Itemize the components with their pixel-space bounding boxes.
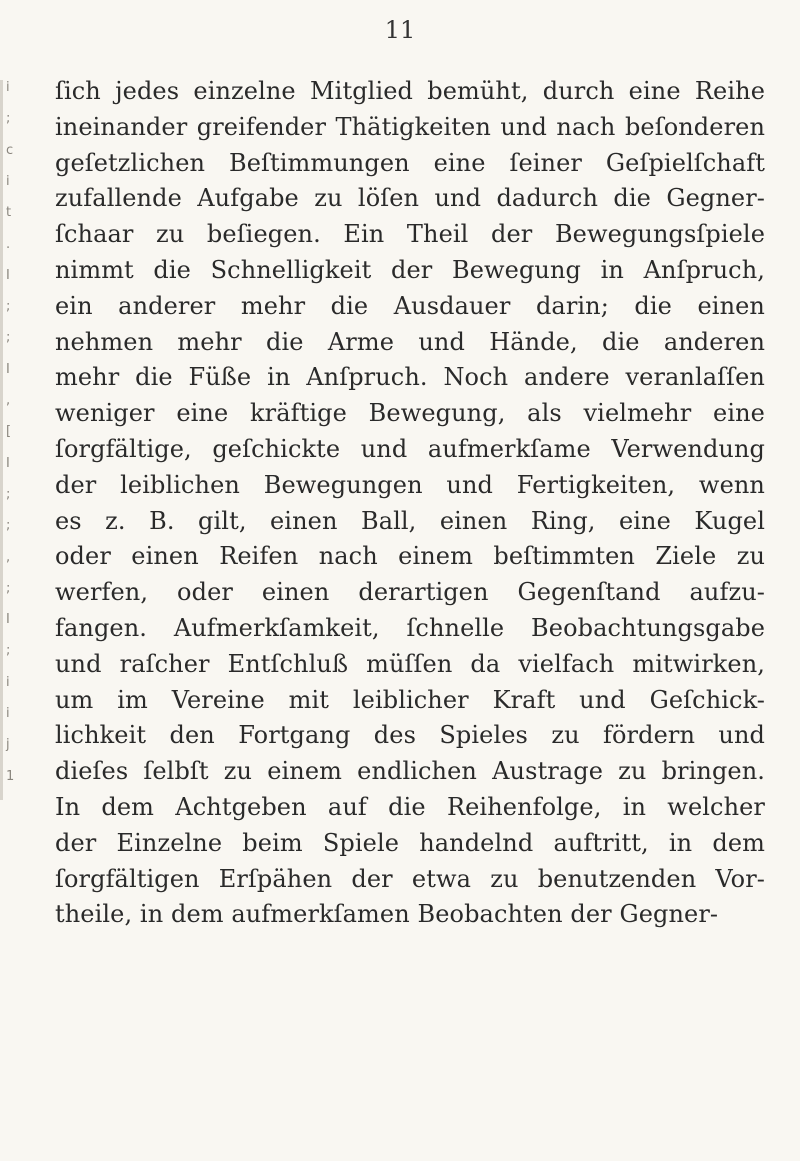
text-line: der leiblichen Bewegungen und Fertigkeiten, wenn: [55, 470, 765, 499]
text-line: ſorgfältige, geſchickte und aufmerkſame Verwendung: [55, 434, 765, 463]
text-line: geſetzlichen Beſtimmungen eine ſeiner Geſpielſchaft: [55, 148, 765, 177]
margin-mark: I: [6, 361, 10, 377]
text-line: dieſes ſelbſt zu einem endlichen Austrage zu bringen.: [55, 757, 765, 786]
text-line: und raſcher Entſchluß müſſen da vielfach mitwirken,: [55, 649, 765, 678]
margin-mark: i: [6, 706, 10, 722]
text-line: zufallende Aufgabe zu löſen und dadurch die Gegner-: [55, 184, 765, 213]
text-line: nehmen mehr die Arme und Hände, die anderen: [55, 327, 765, 356]
text-line: nimmt die Schnelligkeit der Bewegung in Anſpruch,: [55, 255, 765, 284]
text-line: theile, in dem aufmerkſamen Beobachten der Gegner-: [55, 900, 719, 929]
margin-mark: ;: [6, 111, 11, 127]
text-line: um im Vereine mit leiblicher Kraft und Geſchick-: [55, 685, 765, 714]
text-line: ſorgfältigen Erſpähen der etwa zu benutzenden Vor-: [55, 864, 765, 893]
margin-mark: t: [6, 205, 12, 221]
margin-mark: ;: [6, 643, 11, 659]
page-number: 11: [384, 16, 416, 44]
left-margin-edge: [0, 80, 17, 800]
text-line: ineinander greifender Thätigkeiten und nach beſonderen: [55, 112, 765, 141]
margin-mark: i: [6, 173, 10, 189]
body-text: [55, 74, 765, 933]
text-line: ſich jedes einzelne Mitglied bemüht, durch eine Reihe: [55, 77, 765, 105]
text-line: werfen, oder einen derartigen Gegenſtand aufzu-: [55, 578, 765, 607]
margin-mark: i: [6, 674, 10, 690]
text-line: fangen. Aufmerkſamkeit, ſchnelle Beobachtungsgabe: [55, 613, 765, 642]
text-line: weniger eine kräftige Bewegung, als vielmehr eine: [55, 399, 765, 428]
margin-mark: I: [6, 267, 10, 283]
margin-mark: .: [6, 236, 11, 252]
text-line: ein anderer mehr die Ausdauer darin; die einen: [55, 291, 765, 320]
margin-mark: ,: [6, 393, 11, 409]
text-line: ſchaar zu beſiegen. Ein Theil der Bewegungsſpiele: [55, 220, 765, 249]
margin-mark: i: [6, 80, 10, 95]
text-line: mehr die Füße in Anſpruch. Noch andere veranlaſſen: [55, 363, 765, 392]
margin-mark: ;: [6, 580, 11, 596]
text-line: In dem Achtgeben auf die Reihenfolge, in welcher: [55, 792, 765, 821]
margin-mark: j: [6, 737, 10, 753]
text-line: es z. B. gilt, einen Ball, einen Ring, eine Kugel: [55, 506, 765, 535]
text-line: lichkeit den Fortgang des Spieles zu fördern und: [55, 721, 765, 750]
text-line: der Einzelne beim Spiele handelnd auftritt, in dem: [55, 828, 765, 857]
margin-mark: ;: [6, 486, 11, 502]
margin-mark: ;: [6, 330, 11, 346]
margin-mark: 1: [6, 768, 15, 784]
text-line: oder einen Reifen nach einem beſtimmten Ziele zu: [55, 542, 765, 571]
margin-mark: ;: [6, 518, 11, 534]
margin-mark: c: [6, 142, 14, 158]
margin-mark: ;: [6, 299, 11, 315]
margin-mark: I: [6, 612, 10, 628]
margin-mark: [: [6, 424, 12, 440]
margin-mark: ,: [6, 549, 11, 565]
margin-mark: I: [6, 455, 10, 471]
